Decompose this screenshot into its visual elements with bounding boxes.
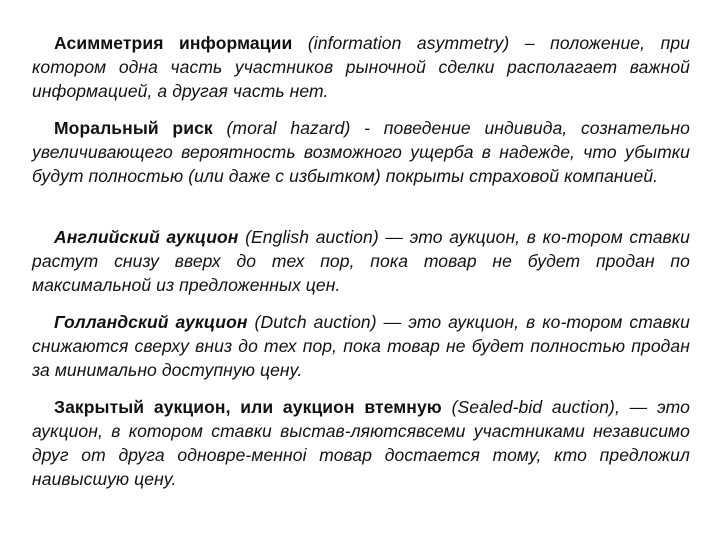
term-title: Английский аукцион: [54, 227, 239, 247]
definition-information-asymmetry: [32, 31, 690, 103]
term-title: Голландский аукцион: [54, 312, 248, 332]
english-term: (information asymmetry): [307, 33, 510, 53]
definition-moral-hazard: [32, 116, 690, 188]
definition-dutch-auction: [32, 310, 690, 382]
definition-english-auction: [32, 225, 690, 297]
english-term: (English auction): [245, 227, 379, 247]
term-title: Закрытый аукцион, или аукцион втемную: [54, 397, 442, 417]
english-term: (Dutch auction): [254, 312, 377, 332]
definition-text: - поведение индивида, сознательно увеличивающего вероятность возможного ущерба в надежде, что убытки будут полностью (или даже с избытком) покрыты страховой компанией.: [32, 118, 691, 186]
term-title: Асимметрия информации: [54, 33, 293, 53]
term-title: Моральный риск: [54, 118, 213, 138]
definition-text: — это аукцион, в ко-тором ставки снижаются сверху вниз до тех пор, пока товар не будет полностью продан за минимально доступную цену.: [32, 312, 690, 380]
english-term: (Sealed-bid auction),: [451, 397, 620, 417]
definition-text: — это аукцион, в ко-тором ставки растут снизу вверх до тех пор, пока товар не будет продан по максимальной из предложенных цен.: [32, 227, 690, 295]
definition-text: — это аукцион, в котором ставки выстав-ляютсявсеми участниками независимо друг от друга одновре-менноi товар достается тому, кто предложил наивысшую цену.: [32, 397, 690, 489]
definition-sealed-bid-auction: [32, 395, 690, 491]
definition-text: – положение, при котором одна часть участников рыночной сделки располагает важной информацией, а другая часть нет.: [32, 33, 691, 101]
english-term: (moral hazard): [226, 118, 351, 138]
